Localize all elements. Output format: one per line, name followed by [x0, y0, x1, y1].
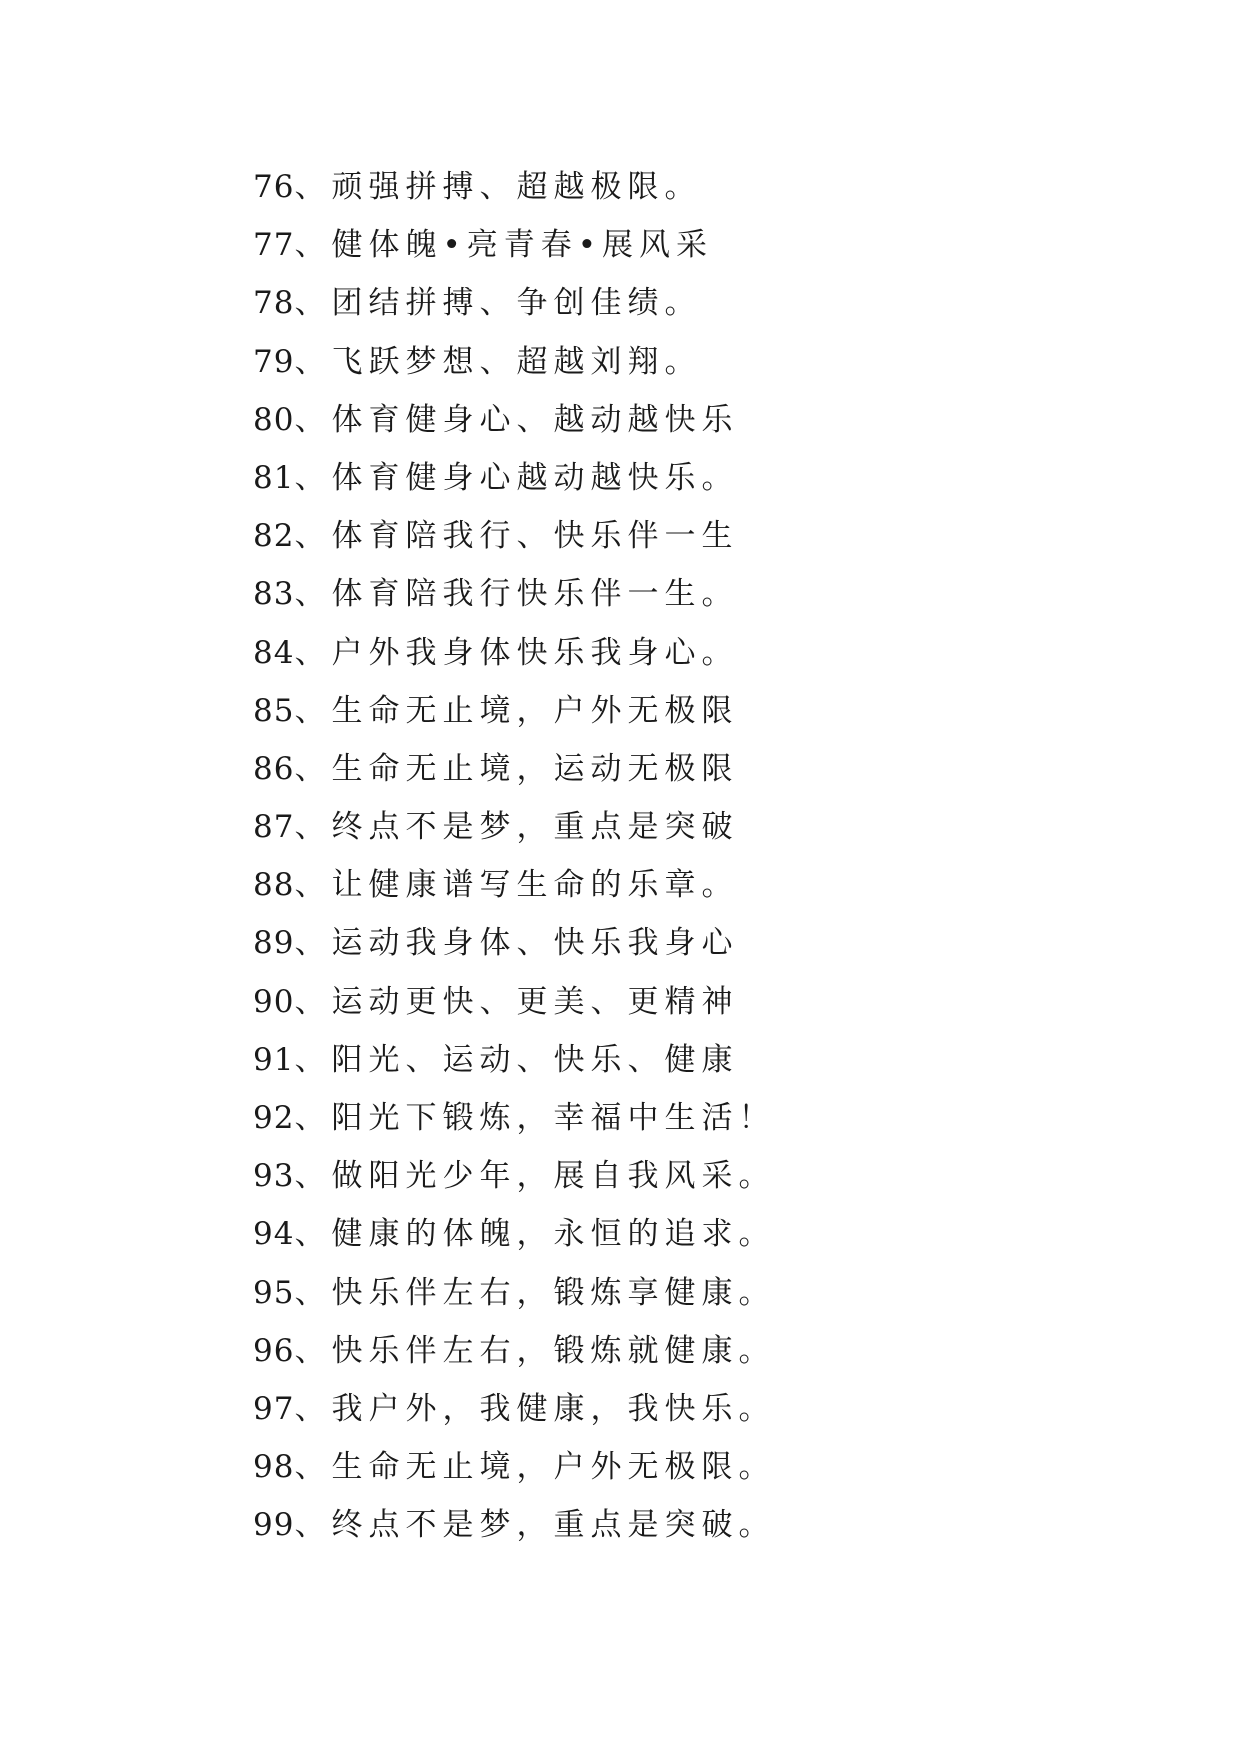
slogan-list [253, 158, 775, 1555]
list-item [253, 333, 775, 391]
list-item [253, 1205, 775, 1263]
list-item [253, 274, 775, 332]
item-text: 、体育健身心、越动越快乐 [294, 401, 739, 438]
item-number: 93 [253, 1158, 295, 1195]
item-text: 、快乐伴左右，锻炼就健康。 [294, 1332, 776, 1369]
item-number: 98 [253, 1449, 295, 1486]
item-number: 91 [253, 1041, 295, 1078]
item-number: 96 [253, 1332, 295, 1369]
list-item [253, 914, 775, 972]
item-number: 86 [253, 750, 295, 787]
item-number: 79 [253, 343, 295, 380]
list-item [253, 1380, 775, 1438]
item-text: 、体育陪我行快乐伴一生。 [294, 576, 739, 613]
list-item [253, 740, 775, 798]
item-text: 、体育健身心越动越快乐。 [294, 459, 739, 496]
item-text: 、阳光、运动、快乐、健康 [294, 1041, 739, 1078]
list-item [253, 158, 775, 216]
item-number: 94 [253, 1216, 295, 1253]
list-item [253, 798, 775, 856]
item-number: 76 [253, 169, 295, 205]
item-number: 82 [253, 518, 295, 555]
item-text: 、运动我身体、快乐我身心 [294, 925, 739, 962]
item-text: 、快乐伴左右，锻炼享健康。 [294, 1274, 776, 1311]
item-number: 90 [253, 983, 295, 1020]
list-item [253, 1322, 775, 1380]
list-item [253, 1496, 775, 1554]
item-text: 、生命无止境，户外无极限 [294, 692, 739, 729]
item-text: 、户外我身体快乐我身心。 [294, 634, 739, 671]
item-text: 、生命无止境，户外无极限。 [294, 1449, 776, 1486]
item-text: 、团结拼搏、争创佳绩。 [294, 285, 702, 322]
item-text: 、终点不是梦，重点是突破 [294, 809, 739, 846]
list-item [253, 391, 775, 449]
list-item [253, 1031, 775, 1089]
list-item [253, 1264, 775, 1322]
item-number: 99 [253, 1507, 295, 1544]
list-item [253, 856, 775, 914]
item-number: 77 [253, 227, 295, 264]
list-item [253, 1438, 775, 1496]
item-text: 、生命无止境，运动无极限 [294, 750, 739, 787]
item-text: 、终点不是梦，重点是突破。 [294, 1507, 776, 1544]
item-number: 84 [253, 634, 295, 671]
list-item [253, 682, 775, 740]
item-number: 92 [253, 1100, 295, 1136]
item-text: 、让健康谱写生命的乐章。 [294, 867, 739, 904]
item-text: 、我户外，我健康，我快乐。 [294, 1390, 776, 1427]
item-number: 81 [253, 459, 295, 496]
item-number: 87 [253, 809, 295, 846]
item-number: 95 [253, 1274, 295, 1311]
item-number: 85 [253, 692, 295, 729]
list-item [253, 507, 775, 565]
item-text: 、健体魄•亮青春•展风采 [294, 227, 714, 264]
list-item [253, 565, 775, 623]
item-number: 83 [253, 576, 295, 613]
item-text: 、体育陪我行、快乐伴一生 [294, 518, 739, 555]
item-text: 、健康的体魄，永恒的追求。 [294, 1216, 776, 1253]
item-text: 、运动更快、更美、更精神 [294, 983, 739, 1020]
list-item [253, 1089, 775, 1147]
item-number: 89 [253, 925, 295, 962]
list-item [253, 1147, 775, 1205]
item-number: 78 [253, 285, 295, 322]
list-item [253, 449, 775, 507]
item-number: 88 [253, 867, 295, 904]
item-text: 、做阳光少年，展自我风采。 [294, 1158, 776, 1195]
item-number: 80 [253, 401, 295, 438]
list-item [253, 624, 775, 682]
item-number: 97 [253, 1390, 295, 1427]
item-text: 、飞跃梦想、超越刘翔。 [294, 343, 702, 380]
item-text: 、顽强拼搏、超越极限。 [294, 169, 702, 205]
list-item [253, 216, 775, 274]
list-item [253, 973, 775, 1031]
item-text: 、阳光下锻炼，幸福中生活！ [294, 1100, 776, 1136]
